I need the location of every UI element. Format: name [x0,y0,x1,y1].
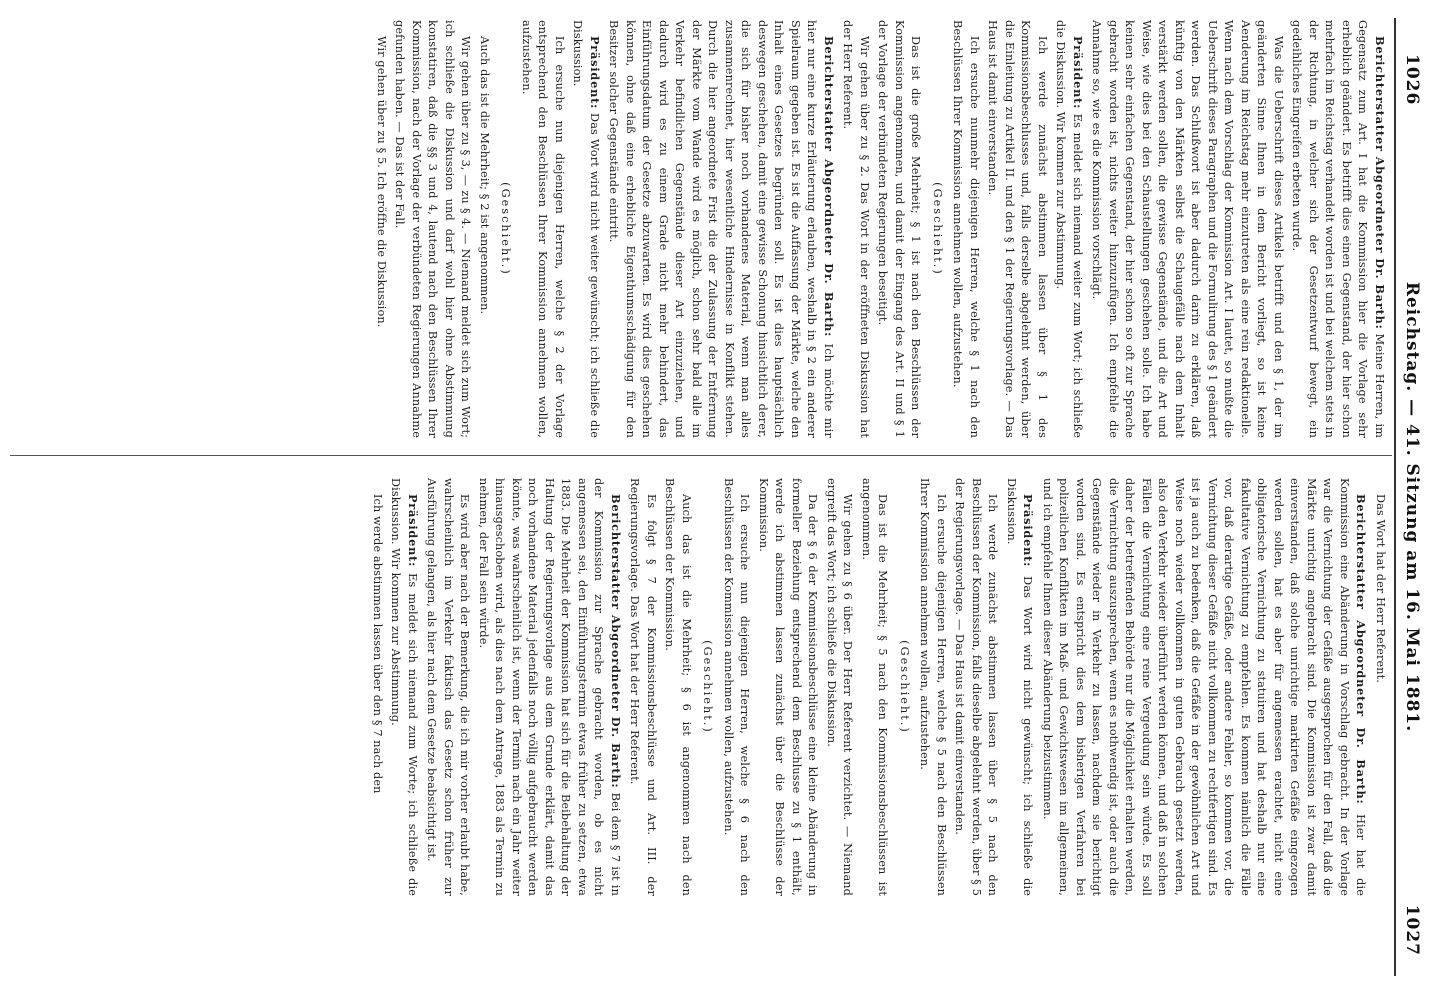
paragraph: Präsident: Das Wort wird nicht weiter gewünscht; ich schließe die Diskussion. [571,20,602,438]
paragraph: Berichterstatter Abgeordneter Dr. Barth: Hier hat die Kommission eine Abänderung in Vorschlag gebracht. In der Vorlage war die Vernichtung der Gefäße ausgesprochen für den Fall, daß die Märkte unrichtig angebracht sind. Die Kommission ist zwar damit einverstanden, daß solche unrichtige markirten Gefäße eingezogen werden sollen, hat es aber für angemessen erachtet, nicht eine obligatorische Vernichtung zu statuiren und hat deshalb nur eine fakultative Vernichtung zu empfehlen. Es kommen nämlich die Fälle vor, daß derartige Gefäße, oder andere Fehler, so kommen vor, die Vernichtung dieser Gefäße nicht vollkommen zu rechtfertigen sind. Es ist ja auch zu bedenken, daß die Gefäße in der gewöhnlichen Art und Weise noch wieder vollkommen in guten Gebrauch gesetzt werden, also den Verkehr wieder überführt werden können, und daß in solchen Fällen die Vernichtung eine reine Vergeudung sein würde. Es soll daher der betreffenden Behörde nur die Möglichkeit erhalten werden, die Vernichtung auszusprechen, wenn es nothwendig ist, oder auch die Gegenstände wieder in Verkehr zu lassen, nachdem sie berichtigt worden sind. Es entspricht dies dem bisherigen Verfahren bei polizeilichen Konflikten im Maß- und Gewichtswesen im allgemeinen, und ich empfehle Ihnen dieser Abänderung beizustimmen. [1041,478,1369,896]
speaker-label: Präsident: [406,494,420,568]
running-head [1400,40,1422,974]
paragraph: Ich ersuche nun diejenigen Herren, welche § 2 der Vorlage entsprechend den Beschlüssen Ihrer Kommission annehmen wollen, aufzustehen. [520,20,566,438]
left-column [10,20,1388,438]
speaker-label: Berichterstatter Abgeordneter Dr. Barth: [1373,36,1387,330]
speaker-label: Berichterstatter Abgeordneter Dr. Barth: [609,494,623,789]
right-column [0,478,1388,896]
speaker-label: Berichterstatter Abgeordneter Dr. Barth: [822,36,836,338]
paragraph: Wir gehen zu § 6 über. Der Herr Referent verzichtet. — Niemand ergreift das Wort; ich schließe die Diskussion. [825,478,855,896]
paragraph: Was die Ueberschrift dieses Artikels betrifft und den § 1, der im geänderten Sinne Ihnen in dem Bericht vorliegt, so ist keine Aenderung im Reichstag mehr einzutreten als eine rein redaktionelle. Wenn nach dem Vorschlag der Kommission Art. I lautet, so mußte die Ueberschrift dieses Paragraphen und die Formulirung des § 1 geändert werden. Das Schlußwort ist aber dadurch darin zu erklären, daß künftig von den Märkten selbst die Schaugefälle nach dem Inhalt verstärkt werden sollen, die gewisse Gegenstände, und die Art und Weise, wie dies bei den Schaustellungen geschehen solle. Ich habe keinen sehr einfachen Gegenstand, der hier schon so oft zur Sprache gebracht worden ist, nichts weiter hinzuzufügen. Ich empfehle die Annahme so, wie es die Kommission vorschlägt. [1090,20,1285,438]
paragraph: Präsident: Es meldet sich niemand weiter zum Wort; ich schließe die Diskussion. Wir kommen zur Abstimmung. [1054,20,1085,438]
paragraph: Das ist die Mehrheit; § 5 nach den Kommissionsbeschlüssen ist angenommen. [860,478,890,896]
column-divider [10,455,1392,456]
paragraph: Auch das ist die Mehrheit; § 6 ist angenommen nach den Beschlüssen der Kommission. [663,478,693,896]
paragraph: Ich ersuche nunmehr diejenigen Herren, welche § 1 nach den Beschlüssen Ihrer Kommission annehmen wollen, aufzustehen. [951,20,981,438]
speaker-label: Präsident: [1021,494,1036,568]
paragraph: Ich werde abstimmen lassen über den § 7 nach den [371,494,384,794]
paragraph: Es folgt § 7 der Kommissionsbeschlüsse und Art. III. der Regierungsvorlage. Das Wort hat der Herr Referent. [628,478,658,896]
header-rule [1394,18,1396,976]
paragraph: Präsident: Das Wort wird nicht gewünscht; ich schließe die Diskussion. [1005,478,1036,896]
paragraph: Wir gehen über zu § 2. Das Wort in der eröffneten Diskussion hat der Herr Referent. [841,20,871,438]
speaker-label: Präsident: [1071,36,1085,110]
paragraph: Berichterstatter Abgeordneter Dr. Barth: Meine Herren, im Gegensatz zum Art. I hat die Kommission hier die Vorlage sehr erheblich geändert. Es betrifft dies einen Gegenstand, der hier schon mehrfach im Reichstag verhandelt worden ist und bei welchem stets in der Richtung, in welcher sich der Gesetzentwurf bewegt, ein gedeihliches Eingreifen erbeten wurde. [1290,20,1387,438]
stage-direction: (Geschieht.) [931,182,944,276]
stage-direction: (Geschieht.) [701,640,715,734]
paragraph: Präsident: Es meldet sich niemand zum Worte; ich schließe die Diskussion. Wir kommen zur Abstimmung. [389,478,420,896]
paragraph: Das ist die große Mehrheit; § 1 ist nach den Beschlüssen der Kommission angenommen, und damit der Eingang des Art. II und § 1 der Vorlage der verbündeten Regierungen beseitigt. [876,20,923,438]
paragraph: Ich ersuche nun diejenigen Herren, welche § 6 nach den Beschlüssen der Kommission annehmen wollen, aufzustehen. [722,478,752,896]
stage-direction: (Geschieht.) [898,640,911,734]
stage-direction: (Geschieht.) [499,182,513,276]
paragraph: Ich werde zunächst abstimmen lassen über § 1 des Kommissionsbeschlusses und, falls derselbe abgelehnt werden, über die Einleitung zu Artikel II. und den § 1 der Regierungsvorlage. — Das Haus ist damit einverstanden. [986,20,1049,438]
paragraph: Berichterstatter Abgeordneter Dr. Barth: Bei dem § 7 ist in der Kommission zur Sprache gebracht worden, ob es nicht angemessen sei, den Einführungstermin etwas früher zu setzen, etwa 1883. Die Mehrheit der Kommission hat sich für die Beibehaltung der Haltung der Regierungsvorlage aus dem Grunde erklärt, damit das noch vorhandene Material jedenfalls noch völlig aufgebraucht werden könnte, was wahrscheinlich ist, wenn der Termin nach ein Jahr weiter hinausgeschoben wird, als dies nach dem Antrage, 1883 als Termin zu nehmen, der Fall sein würde. [477,478,623,896]
speaker-label: Präsident: [588,36,602,110]
paragraph: Da der § 6 der Kommissionsbeschlüsse eine kleine Abänderung in formeller Beziehung entsprechend dem Beschlusse zu § 1 enthält, werde ich abstimmen lassen zunächst über die Beschlüsse der Kommission. [757,478,820,896]
paragraph: Wir gehen über zu § 5. Ich eröffne die Diskussion. [375,36,388,328]
paragraph: Auch das ist die Mehrheit; § 2 ist angenommen. [478,36,491,315]
paragraph: Berichterstatter Abgeordneter Dr. Barth: Ich möchte mir hier nur eine kurze Erläuterung erlauben, weshalb in § 2 ein anderer Spielraum gegeben ist. Es ist die Auffassung der Märkte, welche den Inhalt eines Gesetzes begründen soll. Es ist dies hauptsächlich deswegen geschehen, damit eine gewisse Schonung hinsichtlich derer, die sich für bisher noch vorhandenes Material, wenn man alles zusammenrechnet, hier wesentliche Hindernisse in Konflikt stehen. Durch die hier angeordnete Frist die der Zulassung der Entfernung der Märkte vom Wande wird es möglich, schon sehr bald alle im Verkehr befindlichen Gegenstände dieser Art einzuziehen, und dadurch wird es zu einem Grade nicht mehr behindert, das Einführungsdatum der Gesetze abzuwarten. Es wird dies geschehen können, ohne daß eine erhebliche Eigenthumsschädigung für den Besitzer solcher Gegenstände eintritt. [607,20,836,438]
speaker-label: Berichterstatter Abgeordneter Dr. Barth: [1354,494,1369,805]
paragraph: Es wird aber nach der Bemerkung, die ich mir vorher erlaubt habe, wahrscheinlich im Verkehr faktisch das Gesetz schon früher zur Ausführung gelangen, als hier nach dem Gesetze beabsichtigt ist. [425,478,472,896]
paragraph: Wir gehen über zu § 3, — zu § 4. — Niemand meldet sich zum Wort; ich schließe die Diskussion und darf wohl hier ohne Abstimmung konstatiren, daß die §§ 3 und 4, lautend nach den Beschlüssen Ihrer Kommission, nach der Vorlage der verbündeten Regierungen Annahme gefunden haben. — Das ist der Fall. [393,20,473,438]
page-number-right: 1027 [1402,904,1422,956]
page-number-left: 1026 [1402,54,1422,106]
paragraph: Ich werde zunächst abstimmen lassen über § 5 nach den Beschlüssen der Kommission, falls dieselbe abgelehnt werden, über § 5 der Regierungsvorlage. — Das Haus ist damit einverstanden. [953,478,1000,896]
paragraph: Ich ersuche diejenigen Herren, welche § 5 nach den Beschlüssen Ihrer Kommission annehmen wollen, aufzustehen. [918,478,948,896]
paragraph: Das Wort hat der Herr Referent. [1374,494,1387,683]
page-title: Reichstag. — 41. Sitzung am 16. Mai 1881. [1402,281,1422,733]
